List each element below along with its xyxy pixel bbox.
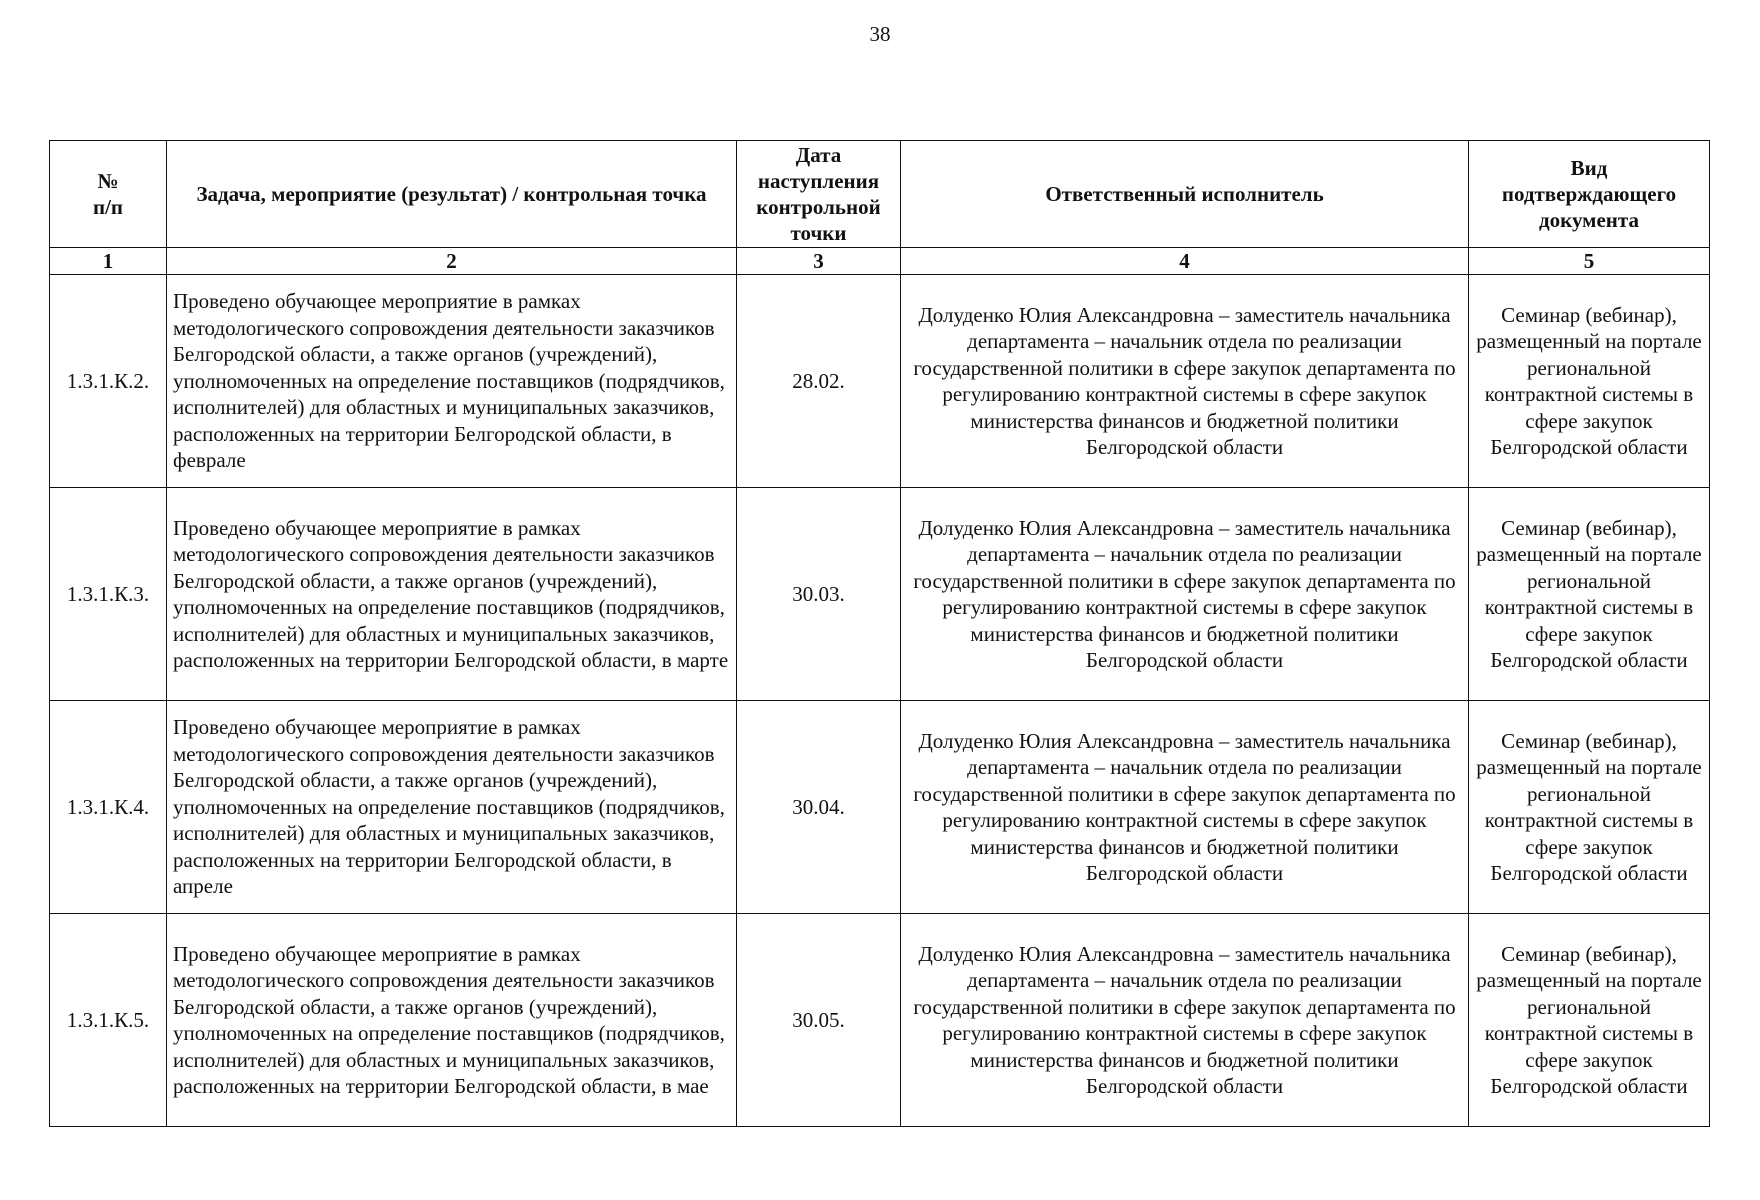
header-number bbox=[50, 141, 167, 248]
column-number-5: 5 bbox=[1469, 248, 1710, 275]
row-date: 30.04. bbox=[737, 701, 901, 914]
header-task bbox=[167, 141, 737, 248]
row-document: Семинар (вебинар), размещенный на портале региональной контрактной системы в сфере закупок Белгородской области bbox=[1469, 701, 1710, 914]
table-row bbox=[50, 275, 1710, 488]
row-task: Проведено обучающее мероприятие в рамках методологического сопровождения деятельности заказчиков Белгородской области, а также органов (учреждений), уполномоченных на определение поставщиков (подрядчиков, исполнителей) для областных и муниципальных заказчиков, расположенных на территории Белгородской области, в мае bbox=[167, 914, 737, 1127]
header-responsible-label: Ответственный исполнитель bbox=[1045, 182, 1324, 206]
header-date-label: Дата наступления контрольной точки bbox=[756, 143, 881, 245]
row-responsible: Долуденко Юлия Александровна – заместитель начальника департамента – начальник отдела по реализации государственной политики в сфере закупок департамента по регулированию контрактной системы в сфере закупок министерства финансов и бюджетной политики Белгородской области bbox=[901, 914, 1469, 1127]
page-number: 38 bbox=[869, 22, 891, 46]
table-row bbox=[50, 701, 1710, 914]
header-document-label: Вид подтверждающего документа bbox=[1501, 156, 1677, 232]
row-number: 1.3.1.К.2. bbox=[50, 275, 167, 488]
row-document: Семинар (вебинар), размещенный на портале региональной контрактной системы в сфере закупок Белгородской области bbox=[1469, 488, 1710, 701]
row-number: 1.3.1.К.4. bbox=[50, 701, 167, 914]
header-document bbox=[1469, 141, 1710, 248]
row-document: Семинар (вебинар), размещенный на портале региональной контрактной системы в сфере закупок Белгородской области bbox=[1469, 275, 1710, 488]
column-number-1: 1 bbox=[50, 248, 167, 275]
row-number: 1.3.1.К.5. bbox=[50, 914, 167, 1127]
row-document: Семинар (вебинар), размещенный на портале региональной контрактной системы в сфере закупок Белгородской области bbox=[1469, 914, 1710, 1127]
row-task: Проведено обучающее мероприятие в рамках методологического сопровождения деятельности заказчиков Белгородской области, а также органов (учреждений), уполномоченных на определение поставщиков (подрядчиков, исполнителей) для областных и муниципальных заказчиков, расположенных на территории Белгородской области, в феврале bbox=[167, 275, 737, 488]
row-responsible: Долуденко Юлия Александровна – заместитель начальника департамента – начальник отдела по реализации государственной политики в сфере закупок департамента по регулированию контрактной системы в сфере закупок министерства финансов и бюджетной политики Белгородской области bbox=[901, 488, 1469, 701]
table-row bbox=[50, 914, 1710, 1127]
header-task-label: Задача, мероприятие (результат) / контрольная точка bbox=[196, 182, 707, 206]
row-date: 30.03. bbox=[737, 488, 901, 701]
column-number-4: 4 bbox=[901, 248, 1469, 275]
row-responsible: Долуденко Юлия Александровна – заместитель начальника департамента – начальник отдела по реализации государственной политики в сфере закупок департамента по регулированию контрактной системы в сфере закупок министерства финансов и бюджетной политики Белгородской области bbox=[901, 275, 1469, 488]
row-task: Проведено обучающее мероприятие в рамках методологического сопровождения деятельности заказчиков Белгородской области, а также органов (учреждений), уполномоченных на определение поставщиков (подрядчиков, исполнителей) для областных и муниципальных заказчиков, расположенных на территории Белгородской области, в апреле bbox=[167, 701, 737, 914]
table-row bbox=[50, 488, 1710, 701]
column-number-row bbox=[50, 248, 1710, 275]
column-number-3: 3 bbox=[737, 248, 901, 275]
row-responsible: Долуденко Юлия Александровна – заместитель начальника департамента – начальник отдела по реализации государственной политики в сфере закупок департамента по регулированию контрактной системы в сфере закупок министерства финансов и бюджетной политики Белгородской области bbox=[901, 701, 1469, 914]
column-number-2: 2 bbox=[167, 248, 737, 275]
table-header-row bbox=[50, 141, 1710, 248]
row-date: 28.02. bbox=[737, 275, 901, 488]
row-date: 30.05. bbox=[737, 914, 901, 1127]
header-date bbox=[737, 141, 901, 248]
control-points-table bbox=[49, 140, 1710, 1127]
row-task: Проведено обучающее мероприятие в рамках методологического сопровождения деятельности заказчиков Белгородской области, а также органов (учреждений), уполномоченных на определение поставщиков (подрядчиков, исполнителей) для областных и муниципальных заказчиков, расположенных на территории Белгородской области, в марте bbox=[167, 488, 737, 701]
row-number: 1.3.1.К.3. bbox=[50, 488, 167, 701]
header-number-label: № п/п bbox=[92, 169, 124, 219]
header-responsible bbox=[901, 141, 1469, 248]
